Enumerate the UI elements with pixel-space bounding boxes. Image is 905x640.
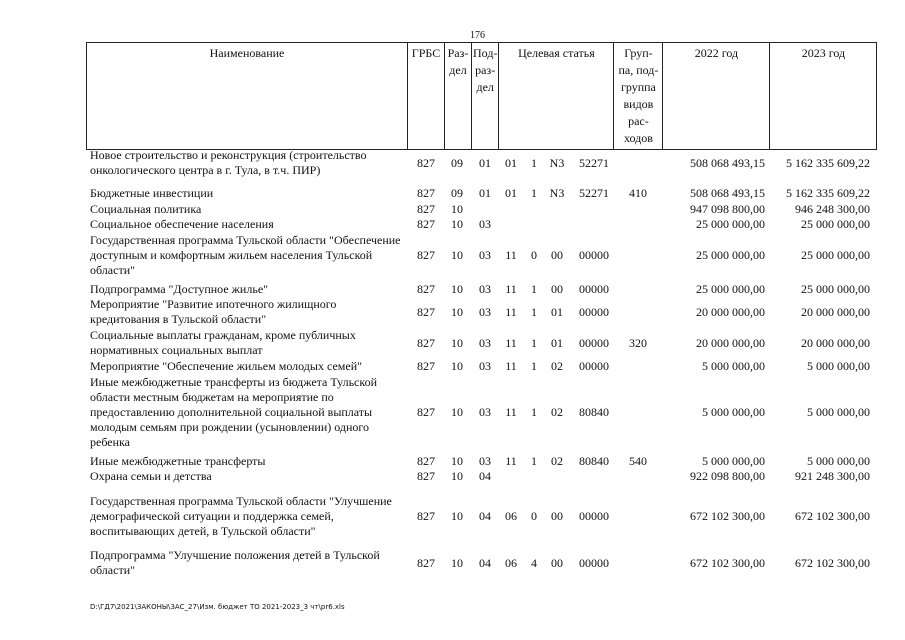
cell-t2: 0 (531, 248, 537, 262)
cell-y22: 5 000 000,00 (702, 359, 765, 373)
cell-t3: N3 (549, 186, 565, 200)
cell-t2: 1 (531, 359, 537, 373)
row-name: Подпрограмма "Доступное жилье" (90, 282, 269, 296)
cell-y22: 508 068 493,15 (690, 156, 765, 170)
cell-y23: 5 000 000,00 (807, 454, 870, 468)
cell-t1: 11 (505, 359, 517, 373)
cell-t2: 1 (531, 454, 537, 468)
header-2023: 2023 год (770, 43, 877, 150)
cell-razd: 09 (451, 186, 463, 200)
cell-razd: 10 (451, 405, 463, 419)
cell-pod: 03 (479, 305, 491, 319)
cell-pod: 03 (479, 454, 491, 468)
cell-y22: 25 000 000,00 (696, 217, 765, 231)
cell-grbs: 827 (417, 282, 435, 296)
header-2022: 2022 год (663, 43, 770, 150)
row-name: Социальные выплаты гражданам, кроме публичных нормативных социальных выплат (90, 328, 356, 357)
cell-razd: 10 (451, 217, 463, 231)
cell-pod: 01 (479, 156, 491, 170)
cell-t3: 02 (551, 405, 563, 419)
cell-t2: 1 (531, 186, 537, 200)
row-name: Социальная политика (90, 202, 202, 216)
cell-t2: 1 (531, 305, 537, 319)
cell-grbs: 827 (417, 509, 435, 523)
row-name: Государственная программа Тульской области "Улучшение демографической ситуации и поддержка семей, воспитывающих детей, в Тульской области" (90, 494, 392, 538)
cell-pod: 03 (479, 217, 491, 231)
cell-t4: 52271 (579, 156, 609, 170)
cell-t2: 1 (531, 336, 537, 350)
cell-razd: 10 (451, 509, 463, 523)
cell-t1: 11 (505, 405, 517, 419)
cell-vid: 320 (629, 336, 647, 350)
cell-grbs: 827 (417, 156, 435, 170)
cell-t4: 80840 (579, 454, 609, 468)
cell-y22: 672 102 300,00 (690, 556, 765, 570)
cell-t1: 06 (505, 556, 517, 570)
cell-razd: 10 (451, 248, 463, 262)
header-razdel: Раз- дел (445, 43, 472, 150)
cell-t4: 00000 (579, 248, 609, 262)
cell-razd: 10 (451, 282, 463, 296)
cell-grbs: 827 (417, 469, 435, 483)
row-name: Новое строительство и реконструкция (строительство онкологического центра в г. Тула, в т.ч. ПИР) (90, 148, 367, 177)
cell-t1: 01 (505, 186, 517, 200)
cell-t4: 52271 (579, 186, 609, 200)
page-number: 176 (470, 30, 485, 41)
cell-y23: 20 000 000,00 (801, 336, 870, 350)
cell-t1: 11 (505, 282, 517, 296)
row-name: Иные межбюджетные трансферты (90, 454, 266, 468)
cell-y22: 947 098 800,00 (690, 202, 765, 216)
cell-t3: N3 (549, 156, 565, 170)
cell-pod: 03 (479, 282, 491, 296)
cell-pod: 04 (479, 556, 491, 570)
header-podrazdel: Под- раз- дел (472, 43, 499, 150)
cell-razd: 10 (451, 202, 463, 216)
cell-y22: 508 068 493,15 (690, 186, 765, 200)
cell-t3: 01 (551, 305, 563, 319)
cell-razd: 09 (451, 156, 463, 170)
cell-grbs: 827 (417, 248, 435, 262)
row-name: Иные межбюджетные трансферты из бюджета Тульской области местным бюджетам на мероприятие по предоставлению дополнительной социальной выплаты молодым семьям при рождении (усыновлении) одного ребенка (90, 375, 378, 449)
cell-t4: 00000 (579, 336, 609, 350)
cell-razd: 10 (451, 359, 463, 373)
cell-y23: 25 000 000,00 (801, 248, 870, 262)
cell-t3: 00 (551, 556, 563, 570)
file-path-footer: D:\ГД7\2021\ЗАКОНЫ\ЗАС_27\Изм. бюджет ТО 2021-2023_3 чт\pr6.xls (90, 603, 345, 611)
row-name: Мероприятие "Развитие ипотечного жилищного кредитования в Тульской области" (90, 297, 337, 326)
cell-y23: 20 000 000,00 (801, 305, 870, 319)
row-name: Мероприятие "Обеспечение жильем молодых семей" (90, 359, 363, 373)
cell-y23: 5 162 335 609,22 (786, 186, 870, 200)
cell-razd: 10 (451, 469, 463, 483)
cell-t3: 02 (551, 359, 563, 373)
cell-t1: 11 (505, 248, 517, 262)
cell-t1: 01 (505, 156, 517, 170)
cell-t1: 06 (505, 509, 517, 523)
cell-t3: 00 (551, 282, 563, 296)
cell-t2: 4 (531, 556, 537, 570)
cell-razd: 10 (451, 454, 463, 468)
row-name: Подпрограмма "Улучшение положения детей в Тульской области" (90, 548, 380, 577)
cell-t1: 11 (505, 336, 517, 350)
cell-y22: 20 000 000,00 (696, 336, 765, 350)
cell-razd: 10 (451, 336, 463, 350)
cell-t3: 00 (551, 509, 563, 523)
cell-t4: 00000 (579, 556, 609, 570)
row-name: Социальное обеспечение населения (90, 217, 274, 231)
cell-razd: 10 (451, 305, 463, 319)
row-name: Бюджетные инвестиции (90, 186, 214, 200)
cell-t4: 00000 (579, 509, 609, 523)
cell-pod: 04 (479, 509, 491, 523)
cell-y23: 921 248 300,00 (795, 469, 870, 483)
cell-y22: 5 000 000,00 (702, 454, 765, 468)
row-name: Государственная программа Тульской области "Обеспечение доступным и комфортным жильем населения Тульской области" (90, 233, 401, 277)
cell-t4: 80840 (579, 405, 609, 419)
cell-y23: 5 000 000,00 (807, 405, 870, 419)
cell-y23: 672 102 300,00 (795, 509, 870, 523)
cell-t4: 00000 (579, 359, 609, 373)
cell-pod: 04 (479, 469, 491, 483)
cell-t2: 1 (531, 156, 537, 170)
cell-pod: 03 (479, 336, 491, 350)
cell-pod: 03 (479, 359, 491, 373)
cell-vid: 540 (629, 454, 647, 468)
cell-t1: 11 (505, 454, 517, 468)
cell-grbs: 827 (417, 336, 435, 350)
cell-grbs: 827 (417, 556, 435, 570)
header-target: Целевая статья (499, 43, 614, 150)
cell-t2: 0 (531, 509, 537, 523)
cell-pod: 01 (479, 186, 491, 200)
cell-y23: 5 000 000,00 (807, 359, 870, 373)
header-group: Груп- па, под- группа видов рас- ходов (614, 43, 663, 150)
cell-grbs: 827 (417, 186, 435, 200)
cell-t4: 00000 (579, 282, 609, 296)
cell-pod: 03 (479, 405, 491, 419)
cell-t1: 11 (505, 305, 517, 319)
cell-y22: 25 000 000,00 (696, 248, 765, 262)
cell-grbs: 827 (417, 405, 435, 419)
cell-y22: 20 000 000,00 (696, 305, 765, 319)
cell-grbs: 827 (417, 305, 435, 319)
cell-y22: 672 102 300,00 (690, 509, 765, 523)
cell-vid: 410 (629, 186, 647, 200)
cell-y23: 25 000 000,00 (801, 282, 870, 296)
cell-t3: 00 (551, 248, 563, 262)
cell-t2: 1 (531, 282, 537, 296)
cell-grbs: 827 (417, 359, 435, 373)
cell-grbs: 827 (417, 217, 435, 231)
table-header (86, 42, 877, 150)
cell-pod: 03 (479, 248, 491, 262)
cell-y23: 946 248 300,00 (795, 202, 870, 216)
cell-y22: 922 098 800,00 (690, 469, 765, 483)
cell-y23: 25 000 000,00 (801, 217, 870, 231)
cell-grbs: 827 (417, 202, 435, 216)
cell-t2: 1 (531, 405, 537, 419)
cell-grbs: 827 (417, 454, 435, 468)
header-grbs: ГРБС (408, 43, 445, 150)
cell-y23: 672 102 300,00 (795, 556, 870, 570)
cell-t3: 02 (551, 454, 563, 468)
row-name: Охрана семьи и детства (90, 469, 212, 483)
cell-y22: 25 000 000,00 (696, 282, 765, 296)
cell-t4: 00000 (579, 305, 609, 319)
cell-y23: 5 162 335 609,22 (786, 156, 870, 170)
header-name: Наименование (87, 43, 408, 150)
cell-razd: 10 (451, 556, 463, 570)
cell-t3: 01 (551, 336, 563, 350)
cell-y22: 5 000 000,00 (702, 405, 765, 419)
